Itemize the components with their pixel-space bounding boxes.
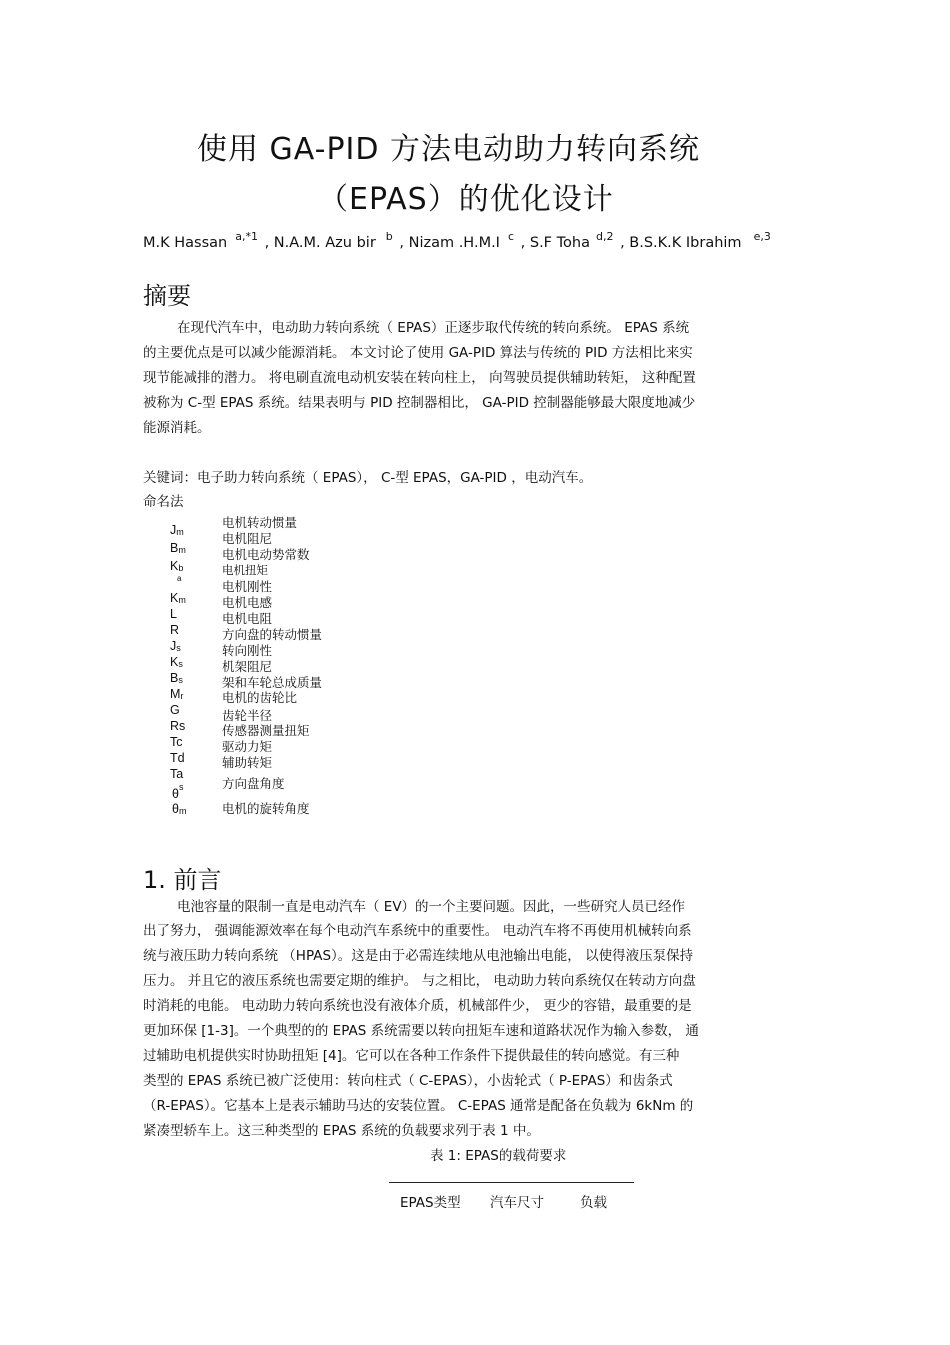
table-caption: 表 1: EPAS的载荷要求 — [430, 1148, 567, 1164]
nomenclature-description: 电机转动惯量 — [222, 515, 298, 530]
section-line: 电池容量的限制一直是电动汽车（ EV）的一个主要问题。因此，一些研究人员已经作 — [177, 899, 686, 915]
nomenclature-symbol: $B_m$ — [170, 541, 186, 555]
author-name: , Nizam .H.M.I — [399, 235, 500, 251]
nomenclature-symbol: Ta — [170, 767, 184, 781]
abstract-heading: 摘要 — [143, 282, 191, 310]
author-affiliation: a,*1 — [235, 230, 258, 243]
paper-title-line1: 使用 GA-PID 方法电动助力转向系统 — [197, 132, 701, 167]
table-header-cell: 负载 — [580, 1195, 607, 1211]
nomenclature-symbol: $\theta_m$ — [172, 802, 187, 816]
nomenclature-description: 电机刚性 — [222, 579, 273, 594]
author-affiliation: d,2 — [595, 230, 614, 243]
abstract-line: 的主要优点是可以减少能源消耗。 本文讨论了使用 GA-PID 算法与传统的 PID 方法相比来实 — [143, 345, 693, 361]
section-heading: 1. 前言 — [143, 866, 222, 894]
nomenclature-symbol: Td — [170, 751, 185, 765]
nomenclature-symbol: $J_m$ — [170, 523, 184, 537]
nomenclature-symbol: R — [170, 623, 180, 637]
section-line: 压力。 并且它的液压系统也需要定期的维护。 与之相比， 电动助力转向系统仅在转动方向盘 — [143, 973, 696, 989]
nomenclature-description: 传感器测量扭矩 — [222, 723, 310, 738]
nomenclature-description: 架和车轮总成质量 — [222, 675, 323, 690]
nomenclature-description: 电机扭矩 — [222, 563, 268, 577]
nomenclature-symbol: $B_s$ — [170, 671, 183, 685]
section-line: 统与液压助力转向系统 （HPAS）。这是由于必需连续地从电池输出电能， 以使得液压泵保持 — [143, 948, 694, 964]
nomenclature-description: 机架阻尼 — [222, 659, 273, 674]
nomenclature-heading: 命名法 — [143, 494, 184, 510]
section-line: 紧凑型轿车上。这三种类型的 EPAS 系统的负载要求列于表 1 中。 — [143, 1123, 540, 1139]
nomenclature-description: 电机的旋转角度 — [222, 801, 310, 816]
author-name: , S.F Toha — [520, 235, 590, 251]
author-affiliation: c — [507, 230, 515, 243]
section-line: 时消耗的电能。 电动助力转向系统也没有液体介质，机械部件少， 更少的容错，最重要的是 — [143, 998, 692, 1014]
author-name: , N.A.M. Azu bir — [264, 235, 376, 251]
abstract-line: 现节能减排的潜力。 将电刷直流电动机安装在转向柱上， 向驾驶员提供辅助转矩， 这种配置 — [143, 370, 696, 386]
abstract-line: 在现代汽车中，电动助力转向系统（ EPAS）正逐步取代传统的转向系统。 EPAS 系统 — [177, 320, 690, 336]
nomenclature-description: 方向盘角度 — [222, 776, 285, 791]
nomenclature-symbol: L — [170, 607, 177, 621]
table-top-rule — [389, 1182, 634, 1183]
nomenclature-description: 电机的齿轮比 — [222, 690, 298, 705]
nomenclature-description: 电机电阻 — [222, 611, 273, 626]
author-affiliation: b — [385, 230, 393, 243]
table-header-cell: EPAS类型 — [400, 1195, 461, 1211]
nomenclature-symbol: $K_b$ — [170, 559, 184, 573]
nomenclature-symbol: $\theta_s$ — [172, 782, 184, 801]
nomenclature-symbol: $K_m$ — [170, 591, 186, 605]
nomenclature-description: 电机电感 — [222, 595, 273, 610]
section-line: 出了努力， 强调能源效率在每个电动汽车系统中的重要性。 电动汽车将不再使用机械转向系 — [143, 923, 692, 939]
author-name: M.K Hassan — [143, 235, 228, 251]
nomenclature-symbol: Tc — [170, 735, 183, 749]
author-list — [143, 230, 771, 251]
paper-title-line2: （EPAS）的优化设计 — [318, 182, 614, 217]
section-line: 更加环保 [1-3]。一个典型的的 EPAS 系统需要以转向扭矩车速和道路状况作为输入参数， 通 — [143, 1023, 699, 1039]
nomenclature-description: 方向盘的转动惯量 — [222, 627, 323, 642]
section-line: （R-EPAS）。它基本上是表示辅助马达的安装位置。 C-EPAS 通常是配备在负载为 6kNm 的 — [143, 1098, 694, 1114]
section-line: 类型的 EPAS 系统已被广泛使用：转向柱式（ C-EPAS），小齿轮式（ P-EPAS）和齿条式 — [143, 1073, 673, 1089]
author-name: , B.S.K.K Ibrahim — [620, 235, 742, 251]
author-affiliation: e,3 — [753, 230, 771, 243]
abstract-line: 能源消耗。 — [143, 420, 211, 436]
nomenclature-symbol: $M_r$ — [170, 687, 184, 701]
nomenclature-description: 电机阻尼 — [222, 531, 273, 546]
nomenclature-symbol: $J_s$ — [170, 639, 181, 653]
nomenclature-description: 辅助转矩 — [222, 755, 273, 770]
nomenclature-description: 电机电动势常数 — [222, 547, 310, 562]
nomenclature-symbol: $K_s$ — [170, 655, 183, 669]
nomenclature-description: 驱动力矩 — [222, 739, 273, 754]
nomenclature-symbol: a — [177, 574, 182, 583]
section-line: 过辅助电机提供实时协助扭矩 [4]。它可以在各种工作条件下提供最佳的转向感觉。有三种 — [143, 1048, 680, 1064]
nomenclature-description: 转向刚性 — [222, 643, 273, 658]
nomenclature-description: 齿轮半径 — [222, 708, 273, 723]
nomenclature-symbol: Rs — [170, 719, 186, 733]
table-header-cell: 汽车尺寸 — [490, 1195, 544, 1211]
abstract-line: 被称为 C-型 EPAS 系统。结果表明与 PID 控制器相比， GA-PID 控制器能够最大限度地减少 — [143, 395, 696, 411]
keywords: 关键词：电子助力转向系统（ EPAS）， C-型 EPAS，GA-PID ，电动汽车。 — [143, 470, 593, 486]
nomenclature-symbol: G — [170, 703, 180, 717]
